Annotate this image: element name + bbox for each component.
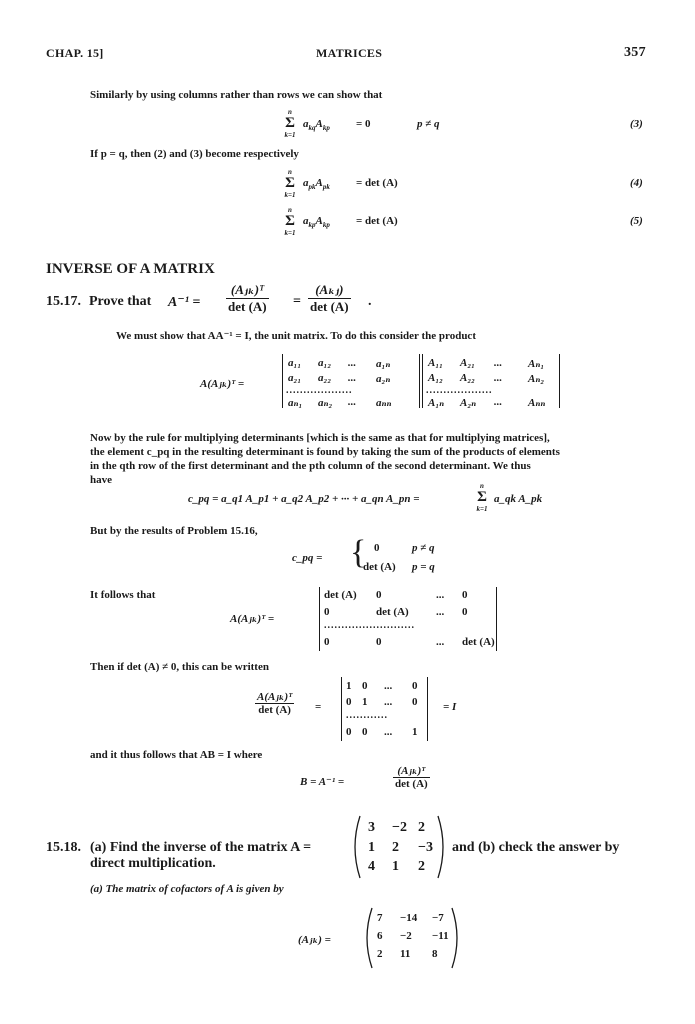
det1-r1c4: a₁ₙ <box>376 358 391 370</box>
eq5-a: a <box>303 215 309 227</box>
eq3-rhs: = 0 <box>356 118 371 130</box>
sum-symbol: Σ <box>285 213 295 229</box>
frac-equals: = <box>293 294 301 309</box>
matrix-a-r2c2: 2 <box>392 840 399 855</box>
frac3 <box>255 690 294 716</box>
case-1-value: 0 <box>374 542 380 554</box>
para-line-1: Now by the rule for multiplying determinants [which is the same as that for multiplying matrices], <box>90 432 550 444</box>
para-line-2: the element c_pq in the resulting determinant is found by taking the sum of the products of elements <box>90 446 560 458</box>
eq5-sum-top: n <box>288 206 292 214</box>
eq5-number: (5) <box>630 215 643 227</box>
det2-r2c2: A₂₂ <box>460 372 476 384</box>
then-line: Then if det (A) ≠ 0, this can be written <box>90 661 269 673</box>
eq5-rhs: = det (A) <box>356 215 398 227</box>
eq4-rhs: = det (A) <box>356 177 398 189</box>
problem-15-17-label: 15.17. <box>46 294 81 309</box>
det4-r1c3: ... <box>384 680 393 692</box>
det1-r2c4: a₂ₙ <box>376 373 391 385</box>
det3-r2c4: 0 <box>462 606 468 618</box>
cofactor-r1c3: −7 <box>432 912 444 924</box>
sum-symbol: Σ <box>285 115 295 131</box>
det3-r1c4: 0 <box>462 589 468 601</box>
eq4-sub2: pk <box>322 183 330 192</box>
eq5-sub1: kp <box>308 221 316 230</box>
det3-r3c3: ... <box>436 636 445 648</box>
det4-r2c2: 1 <box>362 696 368 708</box>
frac2 <box>308 282 351 315</box>
frac2-den: det (A) <box>310 299 349 314</box>
det1-r3c1: aₙ₁ <box>288 397 303 409</box>
det2-r3c3: ... <box>494 396 503 408</box>
cpq-cases-lhs: c_pq = <box>292 552 323 564</box>
det1-r3c4: aₙₙ <box>376 397 392 409</box>
inverse-lhs: A⁻¹ = <box>168 295 201 310</box>
cpq-sum-bot: k=1 <box>476 505 488 513</box>
det2-r3c2: A₂ₙ <box>460 397 477 409</box>
det2-r1c3: ... <box>494 357 503 369</box>
sum-symbol: Σ <box>285 175 295 191</box>
cofactor-r2c1: 6 <box>377 930 383 942</box>
matrix-a-r1c3: 2 <box>418 820 425 835</box>
det1-r3c3: ... <box>348 396 357 408</box>
eq4-sum <box>282 168 298 199</box>
cpq-equation: c_pq = a_q1 A_p1 + a_q2 A_p2 + ··· + a_qn A_pn = <box>188 493 420 505</box>
det3-r2c2: det (A) <box>376 606 409 618</box>
matrix-a-r3c3: 2 <box>418 859 425 874</box>
para-line-3: in the qth row of the first determinant and the pth column of the second determinant. We thus <box>90 460 531 472</box>
eq3-sub1: kq <box>308 124 316 133</box>
det2-r3c4: Aₙₙ <box>528 397 546 409</box>
frac-period: . <box>368 294 372 309</box>
det3-r3c2: 0 <box>376 636 382 648</box>
eq3-number: (3) <box>630 118 643 130</box>
but-by-line: But by the results of Problem 15.16, <box>90 525 258 537</box>
det1-r1c1: a₁₁ <box>288 357 302 369</box>
sum-symbol: Σ <box>477 489 487 505</box>
eq5-sum <box>282 206 298 237</box>
cofactor-lhs: (Aⱼₖ) = <box>298 934 331 946</box>
cpq-sum-top: n <box>480 482 484 490</box>
det4-r2c1: 0 <box>346 696 352 708</box>
eq4-sub1: pk <box>308 183 316 192</box>
det4-r3c4: 1 <box>412 726 418 738</box>
det4-r1c4: 0 <box>412 680 418 692</box>
intro-line-1: Similarly by using columns rather than rows we can show that <box>90 89 383 101</box>
cofactor-r2c3: −11 <box>432 930 449 942</box>
frac4 <box>393 764 430 790</box>
det1-r1c3: ... <box>348 357 357 369</box>
matrix-a-r3c2: 1 <box>392 859 399 874</box>
eq5-A: A <box>315 215 323 227</box>
matrix-a-r1c1: 3 <box>368 820 375 835</box>
eq4-number: (4) <box>630 177 643 189</box>
matrix-a-r2c1: 1 <box>368 840 375 855</box>
det1-dots: ................... <box>286 385 353 396</box>
eq5-term <box>303 215 330 229</box>
eq5-sub2: kp <box>322 221 330 230</box>
problem-15-18-text-1: (a) Find the inverse of the matrix A = <box>90 840 312 855</box>
det3-r2c1: 0 <box>324 606 330 618</box>
eq3-A: A <box>315 118 323 130</box>
problem-15-18-text-2: and (b) check the answer by <box>452 840 620 855</box>
det2-r1c4: Aₙ₁ <box>528 358 545 370</box>
cofactor-r1c2: −14 <box>400 912 418 924</box>
det3-dots: .......................... <box>324 620 415 631</box>
frac2-num: (Aₖⱼ) <box>308 282 351 299</box>
matrix-a-left-paren <box>355 816 360 878</box>
eq4-a: a <box>303 177 309 189</box>
matrix-a-r2c3: −3 <box>418 840 433 855</box>
det4-r1c2: 0 <box>362 680 368 692</box>
eq3-sum <box>282 108 298 139</box>
cofactor-r3c1: 2 <box>377 948 383 960</box>
eq3-sum-top: n <box>288 108 292 116</box>
frac3-num: A(Aⱼₖ)ᵀ <box>257 691 293 703</box>
left-brace: { <box>350 534 367 571</box>
det2-r1c1: A₁₁ <box>428 357 444 369</box>
eq3-sum-bot: k=1 <box>284 131 296 139</box>
case-1-condition: p ≠ q <box>412 542 435 554</box>
page-number: 357 <box>624 45 646 60</box>
cofactor-right-paren <box>452 908 457 968</box>
det3-r1c3: ... <box>436 589 445 601</box>
det4-r3c1: 0 <box>346 726 352 738</box>
det3-r3c1: 0 <box>324 636 330 648</box>
frac4-num: (Aⱼₖ)ᵀ <box>393 764 430 778</box>
frac4-den: det (A) <box>395 778 428 790</box>
det2-dots: ................... <box>426 385 493 396</box>
para-line-4: have <box>90 474 112 486</box>
det2-r1c2: A₂₁ <box>460 357 476 369</box>
cofactor-r3c3: 8 <box>432 948 438 960</box>
det1-r2c1: a₂₁ <box>288 372 302 384</box>
problem-15-18-label: 15.18. <box>46 840 81 855</box>
eq4-sum-top: n <box>288 168 292 176</box>
det4-r1c1: 1 <box>346 680 352 692</box>
det3-r3c4: det (A) <box>462 636 495 648</box>
and-thus-line: and it thus follows that AB = I where <box>90 749 263 761</box>
det3-lhs: A(Aⱼₖ)ᵀ = <box>230 613 275 625</box>
det4-r2c4: 0 <box>412 696 418 708</box>
frac1-den: det (A) <box>228 299 267 314</box>
running-header-title: MATRICES <box>316 46 383 60</box>
cpq-sum-body: a_qk A_pk <box>494 493 543 505</box>
cofactor-left-paren <box>367 908 372 968</box>
det4-r2c3: ... <box>384 696 393 708</box>
eq4-term <box>303 177 330 191</box>
eq4-sum-bot: k=1 <box>284 191 296 199</box>
frac1-num: (Aⱼₖ)ᵀ <box>226 282 269 299</box>
product-lhs: A(Aⱼₖ)ᵀ = <box>200 378 245 390</box>
det2-r2c1: A₁₂ <box>428 372 444 384</box>
case-2-condition: p = q <box>412 561 435 573</box>
eq3-sub2: kp <box>322 124 330 133</box>
det4-dots: ............ <box>346 710 388 721</box>
section-title: INVERSE OF A MATRIX <box>46 261 215 277</box>
b-equation: B = A⁻¹ = <box>300 776 345 788</box>
eq4-A: A <box>315 177 323 189</box>
frac1 <box>226 282 269 315</box>
det1-r3c2: aₙ₂ <box>318 397 333 409</box>
det3-r1c1: det (A) <box>324 589 357 601</box>
det4-r3c2: 0 <box>362 726 368 738</box>
det2-r3c1: A₁ₙ <box>428 397 445 409</box>
follows-line: It follows that <box>90 589 156 601</box>
part-a-line: (a) The matrix of cofactors of A is given by <box>90 883 284 895</box>
p1517-line-1: We must show that AA⁻¹ = I, the unit matrix. To do this consider the product <box>116 330 476 342</box>
cofactor-r3c2: 11 <box>400 948 411 960</box>
det1-r1c2: a₁₂ <box>318 357 332 369</box>
cofactor-r1c1: 7 <box>377 912 383 924</box>
eq3-condition: p ≠ q <box>417 118 440 130</box>
cpq-sum <box>474 482 490 513</box>
problem-15-17-prove: Prove that <box>89 294 152 309</box>
eq3-a: a <box>303 118 309 130</box>
det4-r3c3: ... <box>384 726 393 738</box>
det1-r2c3: ... <box>348 372 357 384</box>
case-2-value: det (A) <box>363 561 396 573</box>
matrix-a-r3c1: 4 <box>368 859 375 874</box>
eq5-sum-bot: k=1 <box>284 229 296 237</box>
det4-rhs: = I <box>443 701 457 713</box>
problem-15-18-text-3: direct multiplication. <box>90 856 216 871</box>
matrix-a-right-paren <box>438 816 443 878</box>
det3-r1c2: 0 <box>376 589 382 601</box>
det3-r2c3: ... <box>436 606 445 618</box>
det4-equals: = <box>315 701 322 713</box>
eq3-term <box>303 118 330 132</box>
running-header-chapter: CHAP. 15] <box>46 46 104 60</box>
matrix-a-r1c2: −2 <box>392 820 407 835</box>
det2-r2c3: ... <box>494 372 503 384</box>
cofactor-r2c2: −2 <box>400 930 412 942</box>
det2-r2c4: Aₙ₂ <box>528 373 545 385</box>
frac3-den: det (A) <box>258 704 291 716</box>
intro-line-2: If p = q, then (2) and (3) become respectively <box>90 148 299 160</box>
det1-r2c2: a₂₂ <box>318 372 332 384</box>
